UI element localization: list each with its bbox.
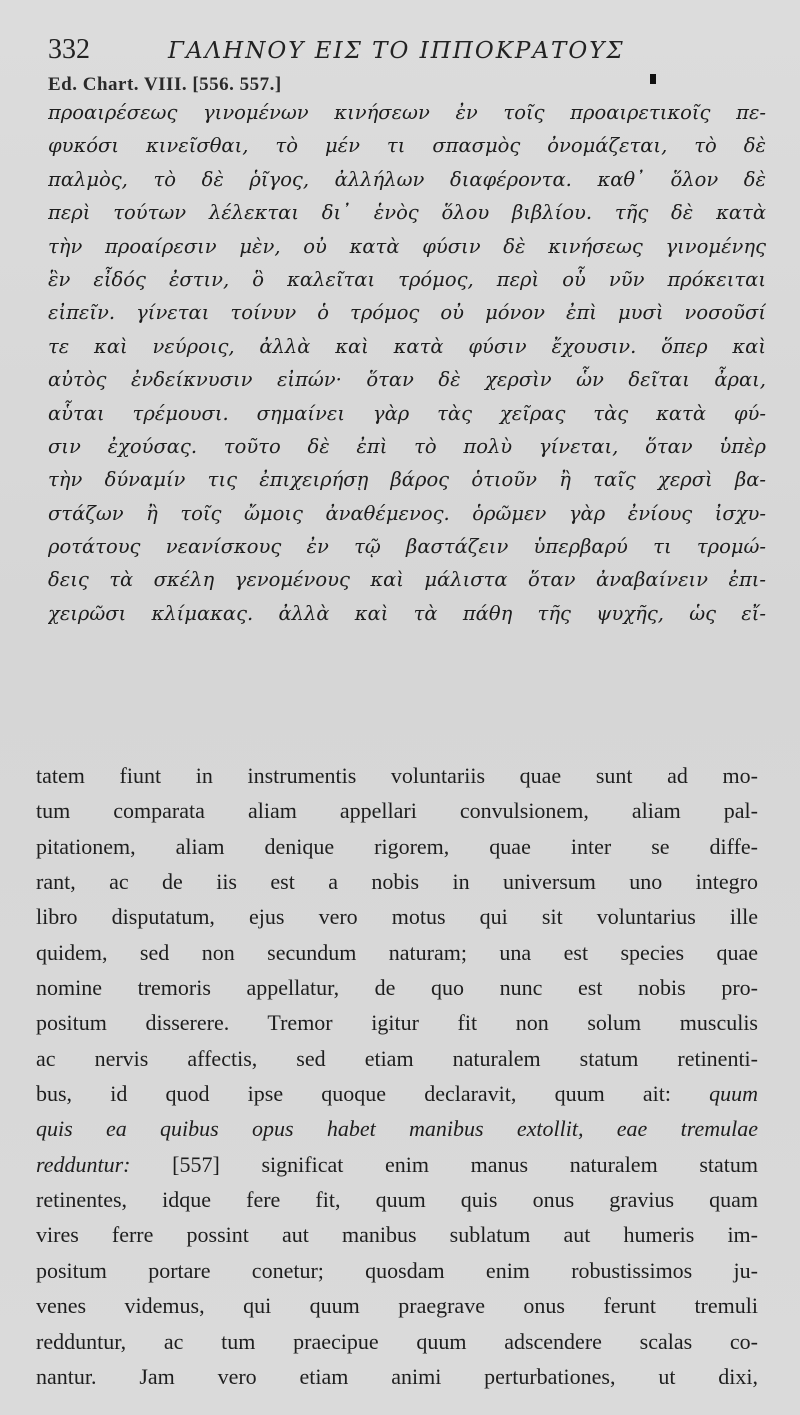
latin-line: tum comparata aliam appellari convulsionem, aliam pal- (36, 798, 758, 824)
greek-line: περὶ τούτων λέλεκται δι᾽ ἑνὸς ὅλου βιβλίου. τῆς δὲ κατὰ (48, 201, 766, 225)
greek-line: εἰπεῖν. γίνεται τοίνυν ὁ τρόμος οὐ μόνον ἐπὶ μυσὶ νοσοῦσί (48, 301, 766, 325)
greek-line: φυκόσι κινεῖσθαι, τὸ μέν τι σπασμὸς ὀνομάζεται, τὸ δὲ (48, 134, 766, 158)
greek-line: τὴν δύναμίν τις ἐπιχειρήσῃ βάρος ὁτιοῦν ἢ ταῖς χερσὶ βα- (48, 468, 766, 492)
greek-line: τε καὶ νεύροις, ἀλλὰ καὶ κατὰ φύσιν ἔχουσιν. ὅπερ καὶ (48, 334, 766, 358)
latin-line: retinentes, idque fere fit, quum quis onus gravius quam (36, 1187, 758, 1213)
latin-text-block (36, 758, 758, 1394)
latin-line: ac nervis affectis, sed etiam naturalem statum retinenti- (36, 1045, 758, 1071)
latin-line-text: [557] significat enim manus naturalem statum (172, 1151, 758, 1177)
latin-line: positum disserere. Tremor igitur fit non solum musculis (36, 1010, 758, 1036)
latin-line-mixed (36, 1076, 758, 1111)
greek-text-block (48, 96, 766, 630)
latin-line: nomine tremoris appellatur, de quo nunc est nobis pro- (36, 975, 758, 1001)
running-title: ΓΑΛΗΝΟΥ ΕΙΣ ΤΟ ΙΠΠΟΚΡΑΤΟΥΣ (168, 38, 625, 64)
greek-line: παλμὸς, τὸ δὲ ῥῖγος, ἀλλήλων διαφέροντα. καθ᾽ ὅλον δὲ (48, 167, 766, 191)
italic-quote-line: quis ea quibus opus habet manibus extollit, eae tremulae (36, 1116, 758, 1142)
latin-line: tatem fiunt in instrumentis voluntariis quae sunt ad mo- (36, 763, 758, 788)
page-number: 332 (48, 34, 90, 65)
greek-line: τὴν προαίρεσιν μὲν, οὐ κατὰ φύσιν δὲ κινήσεως γινομένης (48, 234, 766, 258)
latin-line: venes videmus, qui quum praegrave onus ferunt tremuli (36, 1293, 758, 1319)
greek-line: αὐτὸς ἐνδείκνυσιν εἰπών· ὅταν δὲ χερσὶν ὧν δεῖται ἆραι, (48, 368, 766, 392)
edition-reference: Ed. Chart. VIII. [556. 557.] (48, 74, 282, 95)
latin-line: quidem, sed non secundum naturam; una est species quae (36, 939, 758, 965)
latin-line-text: bus, id quod ipse quoque declaravit, quum ait: (36, 1081, 671, 1107)
greek-line: δεις τὰ σκέλη γενομένους καὶ μάλιστα ὅταν ἀναβαίνειν ἐπι- (48, 568, 766, 592)
greek-line: ροτάτους νεανίσκους ἐν τῷ βαστάζειν ὑπερβαρύ τι τρομώ- (48, 535, 766, 559)
greek-line: προαιρέσεως γινομένων κινήσεων ἐν τοῖς προαιρετικοῖς πε- (48, 101, 766, 124)
latin-line: positum portare conetur; quosdam enim robustissimos ju- (36, 1257, 758, 1283)
latin-line: libro disputatum, ejus vero motus qui sit voluntarius ille (36, 904, 758, 930)
italic-quote: redduntur: (36, 1151, 131, 1177)
print-marker (650, 74, 656, 84)
latin-line: rant, ac de iis est a nobis in universum uno integro (36, 869, 758, 895)
greek-line: αὗται τρέμουσι. σημαίνει γὰρ τὰς χεῖρας τὰς κατὰ φύ- (48, 401, 766, 425)
latin-line: pitationem, aliam denique rigorem, quae inter se diffe- (36, 833, 758, 859)
latin-line-mixed (36, 1147, 758, 1182)
latin-line: vires ferre possint aut manibus sublatum aut humeris im- (36, 1222, 758, 1248)
greek-line: ἓν εἶδός ἐστιν, ὃ καλεῖται τρόμος, περὶ οὗ νῦν πρόκειται (48, 267, 766, 291)
latin-line: redduntur, ac tum praecipue quum adscendere scalas co- (36, 1328, 758, 1354)
greek-line: χειρῶσι κλίμακας. ἀλλὰ καὶ τὰ πάθη τῆς ψυχῆς, ὡς εἴ- (48, 601, 766, 625)
greek-line: σιν ἐχούσας. τοῦτο δὲ ἐπὶ τὸ πολὺ γίνεται, ὅταν ὑπὲρ (48, 434, 766, 458)
italic-quote: quum (709, 1081, 758, 1107)
greek-line: στάζων ἢ τοῖς ὤμοις ἀναθέμενος. ὁρῶμεν γὰρ ἐνίους ἰσχυ- (48, 501, 766, 525)
latin-line: nantur. Jam vero etiam animi perturbationes, ut dixi, (36, 1363, 758, 1389)
page-header (48, 34, 768, 70)
